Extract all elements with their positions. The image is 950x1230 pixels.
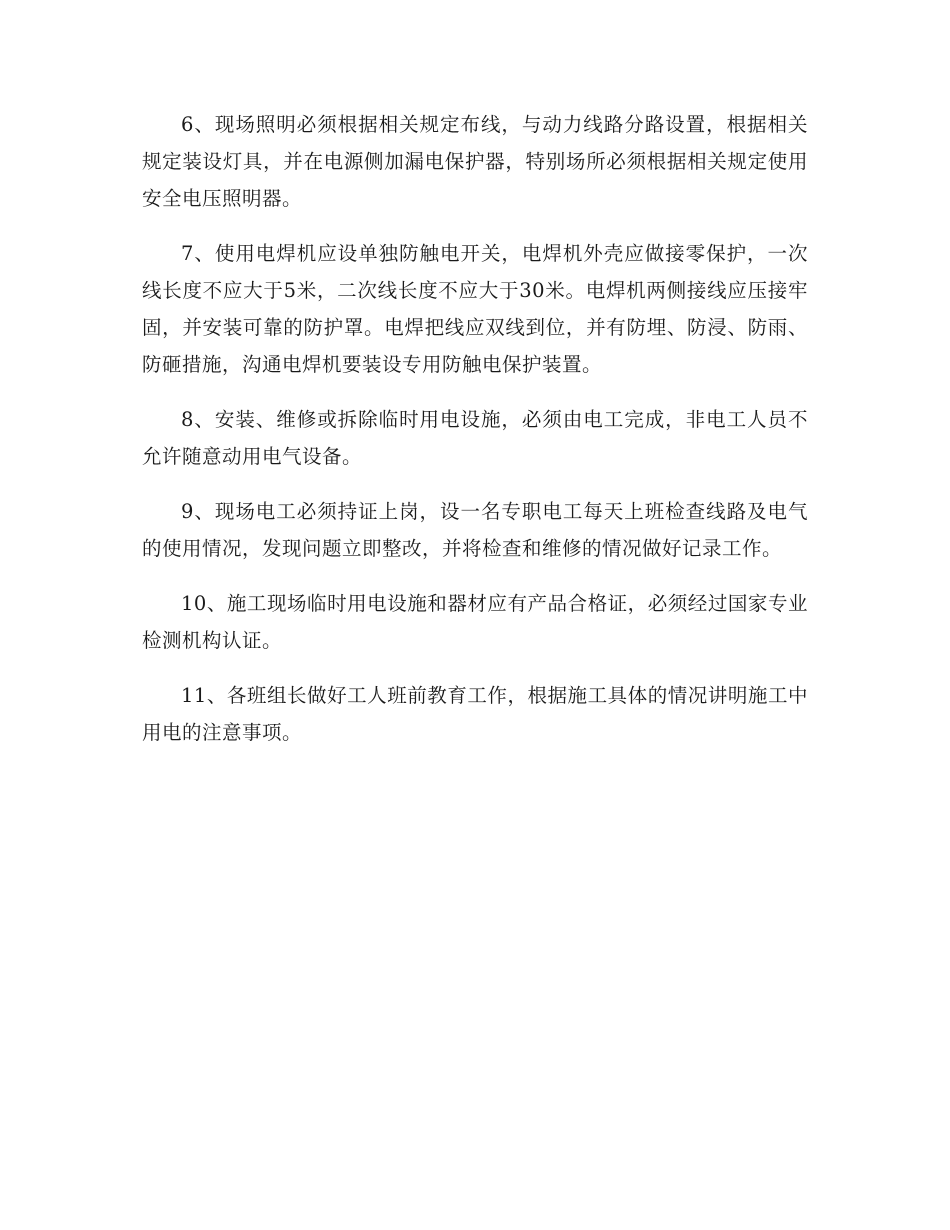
paragraph-item-10: 10、施工现场临时用电设施和器材应有产品合格证，必须经过国家专业检测机构认证。 — [142, 592, 808, 652]
paragraph-item-7: 7、使用电焊机应设单独防触电开关，电焊机外壳应做接零保护，一次线长度不应大于5米，二次线长度不应大于30米。电焊机两侧接线应压接牢固，并安装可靠的防护罩。电焊把线应双线到位，并有防埋、防浸、防雨、防砸措施，沟通电焊机要装设专用防触电保护装置。 — [142, 242, 808, 376]
paragraph-item-9: 9、现场电工必须持证上岗，设一名专职电工每天上班检查线路及电气的使用情况，发现问题立即整改，并将检查和维修的情况做好记录工作。 — [142, 500, 808, 560]
document-body — [142, 106, 808, 769]
paragraph-item-6: 6、现场照明必须根据相关规定布线，与动力线路分路设置，根据相关规定装设灯具，并在电源侧加漏电保护器，特别场所必须根据相关规定使用安全电压照明器。 — [142, 113, 808, 210]
paragraph-item-11: 11、各班组长做好工人班前教育工作，根据施工具体的情况讲明施工中用电的注意事项。 — [142, 684, 808, 744]
paragraph-item-8: 8、安装、维修或拆除临时用电设施，必须由电工完成，非电工人员不允许随意动用电气设备。 — [142, 408, 808, 468]
